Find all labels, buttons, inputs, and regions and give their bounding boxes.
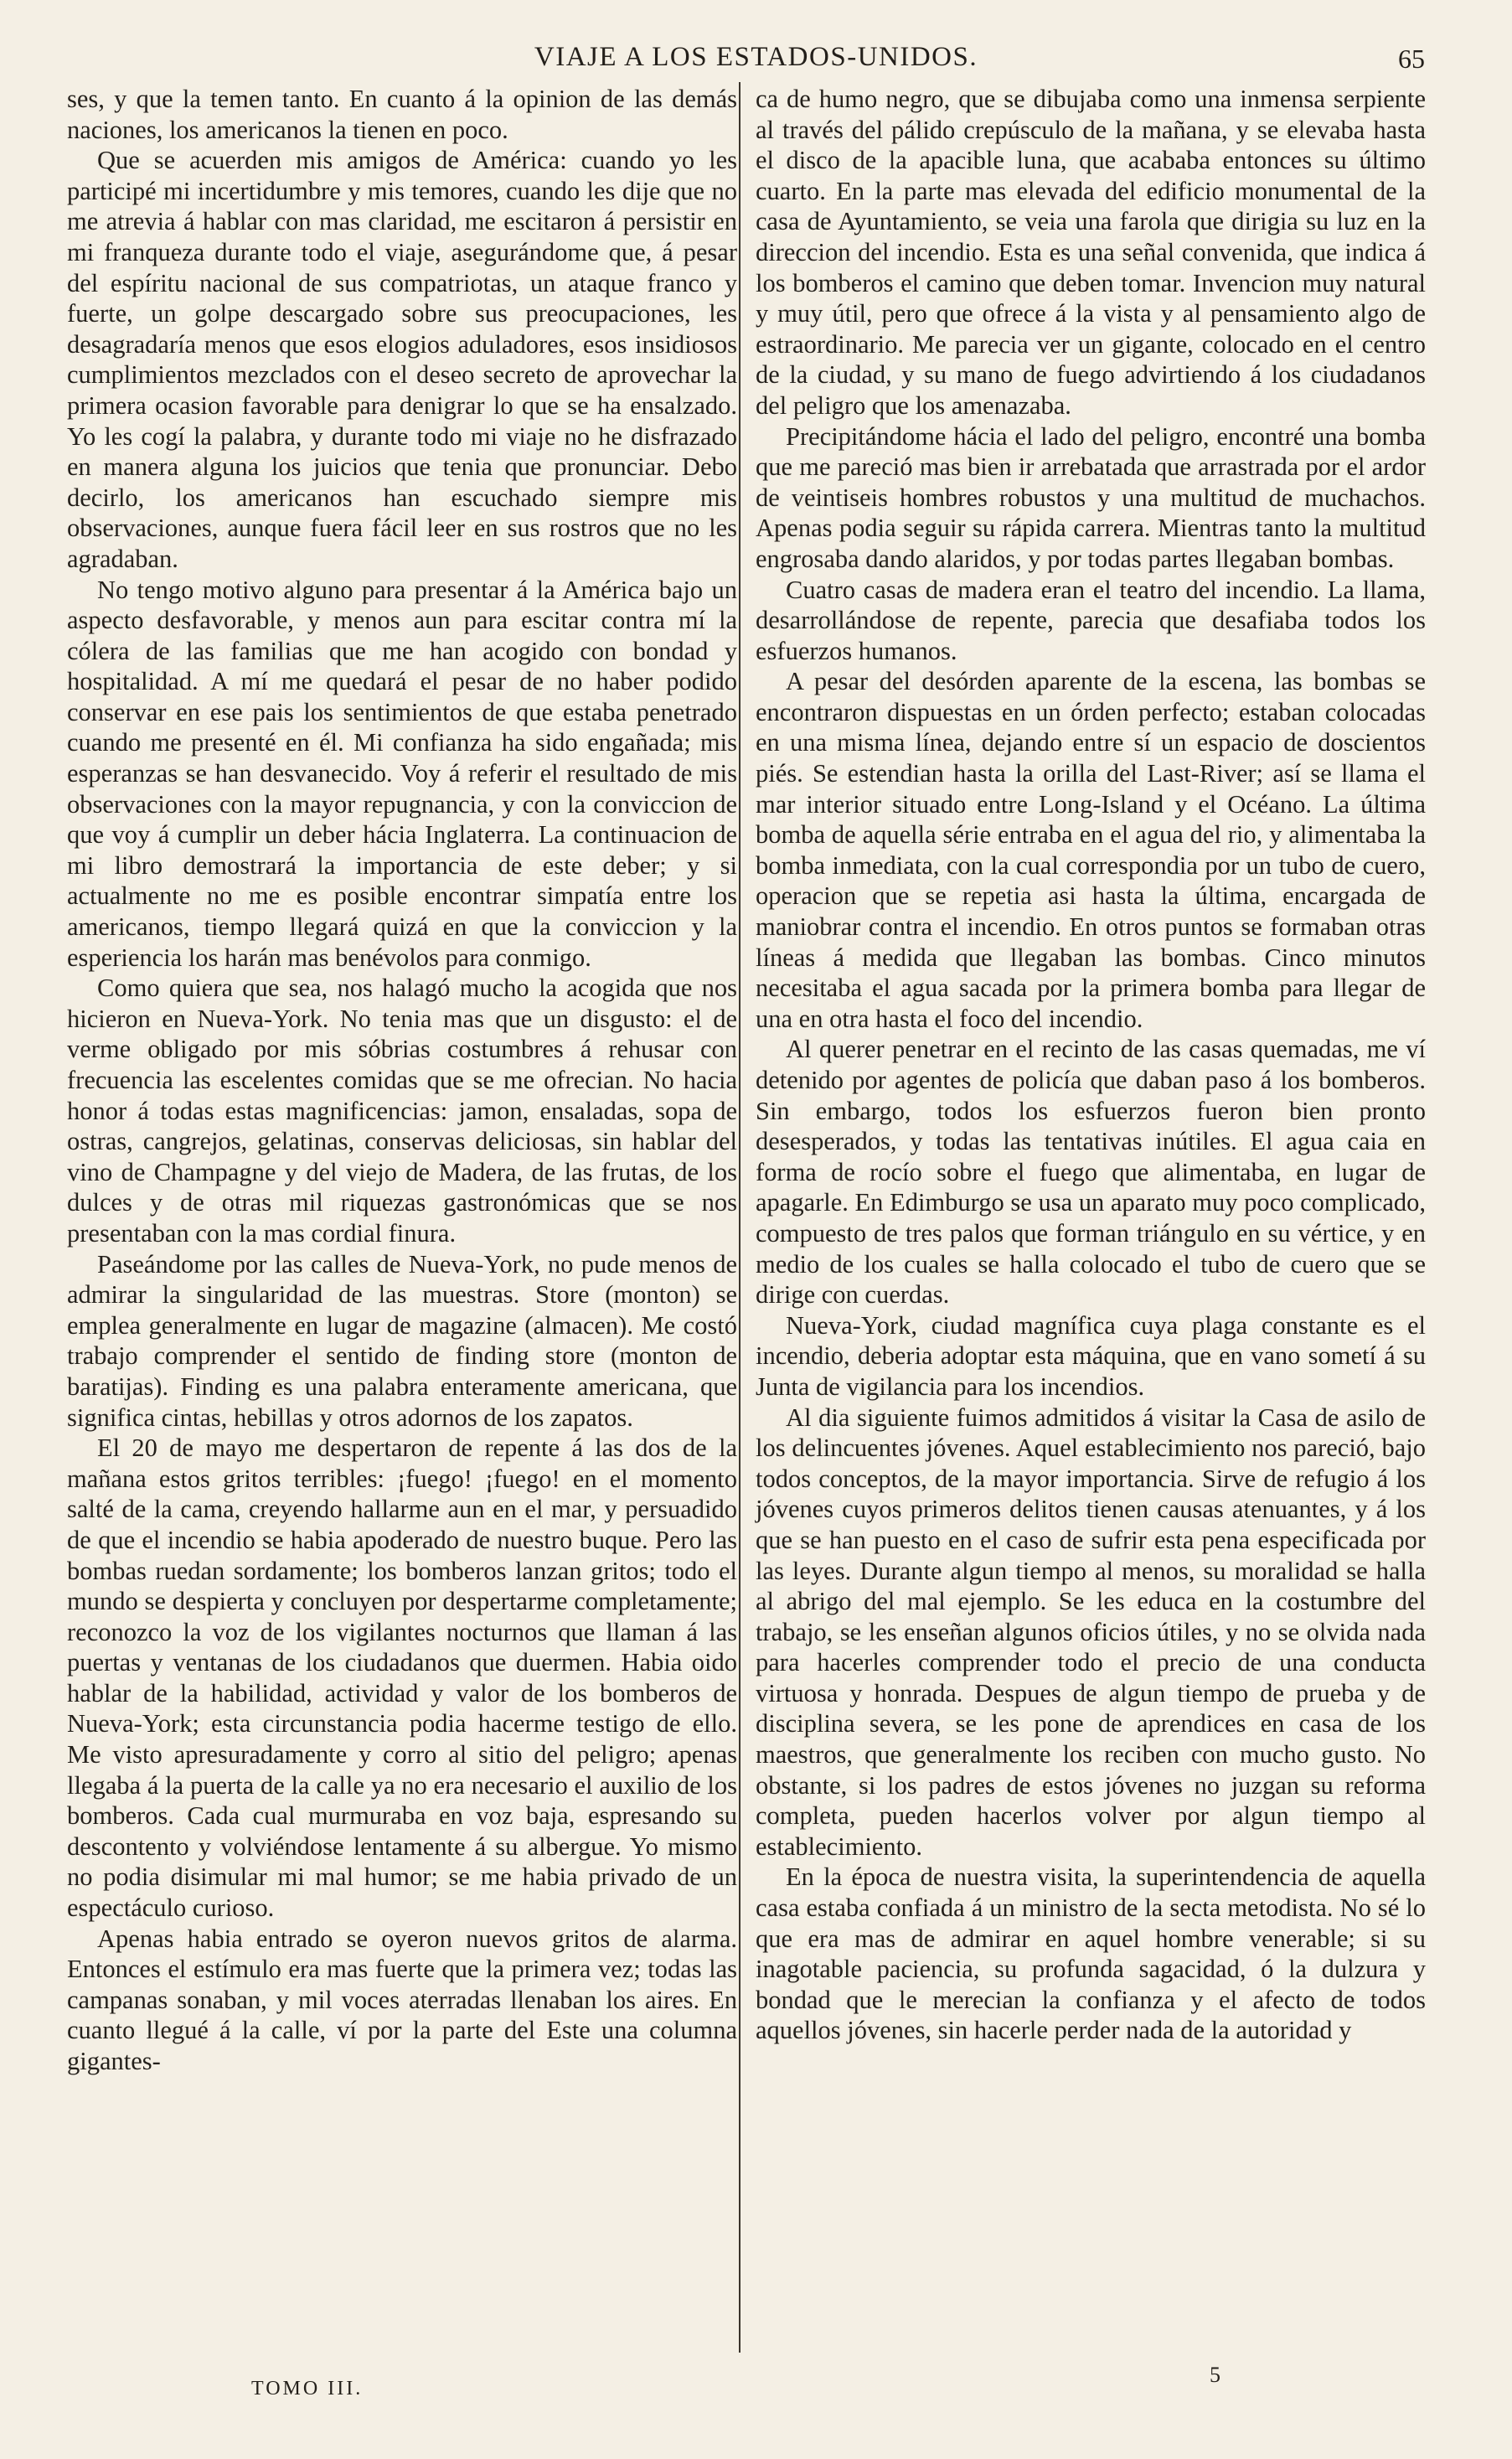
paragraph: ses, y que la temen tanto. En cuanto á la opinion de las demás naciones, los americanos la tienen en poco. — [67, 85, 737, 144]
paragraph: No tengo motivo alguno para presentar á la América bajo un aspecto desfavorable, y menos aun para escitar contra mí la cólera de las familias que me han acogido con bondad y hospitalidad. A mí me quedará el pesar de no haber podido conservar en ese pais los sentimientos de que estaba penetrado cuando me presenté en él. Mi confianza ha sido engañada; mis esperanzas se han desvanecido. Voy á referir el resultado de mis observaciones con la mayor repugnancia, y con la conviccion de que voy á cumplir un deber hácia Inglaterra. La continuacion de mi libro demostrará la importancia de este deber; y si actualmente no me es posible encontrar simpatía entre los americanos, tiempo llegará quizá en que la conviccion y la esperiencia los harán mas benévolos para conmigo. — [67, 575, 737, 972]
paragraph: Al dia siguiente fuimos admitidos á visitar la Casa de asilo de los delincuentes jóvenes. Aquel establecimiento nos pareció, bajo todos conceptos, de la mayor importancia. Sirve de refugio á los jóvenes cuyos primeros delitos tienen causas atenuantes, y á los que se han puesto en el caso de sufrir esta pena especificada por las leyes. Durante algun tiempo al menos, su moralidad se halla al abrigo del mal ejemplo. Se les educa en la costumbre del trabajo, se les enseñan algunos oficios útiles, y no se olvida nada para hacerles comprender todo el precio de una conducta virtuosa y honrada. Despues de algun tiempo de prueba y de disciplina severa, se les pone de aprendices en casa de los maestros, que generalmente los reciben con mucho gusto. No obstante, si los padres de estos jóvenes no juzgan su reforma completa, pueden hacerlos volver por algun tiempo al establecimiento. — [756, 1403, 1426, 1861]
paragraph: Precipitándome hácia el lado del peligro, encontré una bomba que me pareció mas bien ir arrebatada que arrastrada por el ardor de veintiseis hombres robustos y una multitud de muchachos. Apenas podia seguir su rápida carrera. Mientras tanto la multitud engrosaba dando alaridos, y por todas partes llegaban bombas. — [756, 421, 1426, 573]
page-number: 65 — [1398, 44, 1425, 74]
right-column — [756, 84, 1426, 2046]
paragraph: Paseándome por las calles de Nueva-York, no pude menos de admirar la singularidad de las muestras. Store (monton) se emplea generalmente en lugar de magazine (almacen). Me costó trabajo comprender el sentido de finding store (monton de baratijas). Finding es una palabra enteramente americana, que significa cintas, hebillas y otros adornos de los zapatos. — [67, 1249, 737, 1432]
column-rule — [739, 82, 741, 2353]
signature-number: 5 — [1210, 2363, 1220, 2387]
paragraph: El 20 de mayo me despertaron de repente á las dos de la mañana estos gritos terribles: ¡fuego! ¡fuego! en el momento salté de la cama, creyendo hallarme aun en el mar, y persuadido de que el incendio se habia apoderado de nuestro buque. Pero las bombas ruedan sordamente; los bomberos lanzan gritos; todo el mundo se despierta y concluyen por despertarme completamente; reconozco la voz de los vigilantes nocturnos que llaman á las puertas y ventanas de los ciudadanos que duermen. Habia oido hablar de la habilidad, actividad y valor de los bomberos de Nueva-York; esta circunstancia podia hacerme testigo de ello. Me visto apresuradamente y corro al sitio del peligro; apenas llegaba á la puerta de la calle ya no era necesario el auxilio de los bomberos. Cada cual murmuraba en voz baja, espresando su descontento y volviéndose lentamente á su albergue. Yo mismo no podia disimular mi mal humor; se me habia privado de un espectáculo curioso. — [67, 1434, 737, 1923]
paragraph: Al querer penetrar en el recinto de las casas quemadas, me ví detenido por agentes de policía que daban paso á los bomberos. Sin embargo, todos los esfuerzos fueron bien pronto desesperados, y todas las tentativas inútiles. El agua caia en forma de rocío sobre el fuego que alimentaba, en lugar de apagarle. En Edimburgo se usa un aparato muy poco complicado, compuesto de tres palos que forman triángulo en su vértice, y en medio de los cuales se halla colocado el tubo de cuero que se dirige con cuerdas. — [756, 1035, 1426, 1310]
paragraph: Que se acuerden mis amigos de América: cuando yo les participé mi incertidumbre y mis temores, cuando les dije que no me atrevia á hablar con mas claridad, me escitaron á persistir en mi franqueza durante todo el viaje, asegurándome que, á pesar del espíritu nacional de sus compatriotas, un ataque franco y fuerte, un golpe descargado sobre sus preocupaciones, les desagradaría menos que esos elogios aduladores, esos insidiosos cumplimientos mezclados con el deseo secreto de aprovechar la primera ocasion favorable para denigrar lo que se ha ensalzado. Yo les cogí la palabra, y durante todo mi viaje no he disfrazado en manera alguna los juicios que tenia que pronunciar. Debo decirlo, los americanos han escuchado siempre mis observaciones, aunque fuera fácil leer en sus rostros que no les agradaban. — [67, 146, 737, 573]
paragraph: ca de humo negro, que se dibujaba como una inmensa serpiente al través del pálido crepúsculo de la mañana, y se elevaba hasta el disco de la apacible luna, que acababa entonces su último cuarto. En la parte mas elevada del edificio monumental de la casa de Ayuntamiento, se veia una farola que dirigia su luz en la direccion del incendio. Esta es una señal convenida, que indica á los bomberos el camino que deben tomar. Invencion muy natural y muy útil, pero que ofrece á la vista y al pensamiento algo de estraordinario. Me parecia ver un gigante, colocado en el centro de la ciudad, y su mano de fuego advirtiendo á los ciudadanos del peligro que los amenazaba. — [756, 85, 1426, 420]
paragraph: En la época de nuestra visita, la superintendencia de aquella casa estaba confiada á un ministro de la secta metodista. No sé lo que era mas de admirar en aquel hombre venerable; si su inagotable paciencia, su profunda sagacidad, ó la dulzura y bondad que le merecian la confianza y el afecto de todos aquellos jóvenes, sin hacerle perder nada de la autoridad y — [756, 1862, 1426, 2045]
left-column — [67, 84, 737, 2077]
paragraph: Nueva-York, ciudad magnífica cuya plaga constante es el incendio, deberia adoptar esta máquina, que en vano sometí á su Junta de vigilancia para los incendios. — [756, 1310, 1426, 1401]
running-title: VIAJE A LOS ESTADOS-UNIDOS. — [534, 42, 978, 72]
paragraph: Cuatro casas de madera eran el teatro del incendio. La llama, desarrollándose de repente, parecia que desafiaba todos los esfuerzos humanos. — [756, 575, 1426, 665]
paragraph: Apenas habia entrado se oyeron nuevos gritos de alarma. Entonces el estímulo era mas fuerte que la primera vez; todas las campanas sonaban, y mil voces aterradas llenaban los aires. En cuanto llegué á la calle, ví por la parte del Este una columna gigantes- — [67, 1924, 737, 2075]
paragraph: Como quiera que sea, nos halagó mucho la acogida que nos hicieron en Nueva-York. No tenia mas que un disgusto: el de verme obligado por mis sóbrias costumbres á rehusar con frecuencia las escelentes comidas que se me ofrecian. No hacia honor á todas estas magnificencias: jamon, ensaladas, sopa de ostras, cangrejos, gelatinas, conservas deliciosas, sin hablar del vino de Champagne y del viejo de Madera, de las frutas, de los dulces y de otras mil riquezas gastronómicas que se nos presentaban con la mas cordial finura. — [67, 974, 737, 1248]
paragraph: A pesar del desórden aparente de la escena, las bombas se encontraron dispuestas en un órden perfecto; estaban colocadas en una misma línea, dejando entre sí un espacio de doscientos piés. Se estendian hasta la orilla del Last-River; así se llama el mar interior situado entre Long-Island y el Océano. La última bomba de aquella série entraba en el agua del rio, y alimentaba la bomba inmediata, con la cual correspondia por un tubo de cuero, operacion que se repetia asi hasta la última, encargada de maniobrar contra el incendio. En otros puntos se formaban otras líneas á medida que llegaban las bombas. Cinco minutos necesitaba el agua sacada por la primera bomba para llegar de una en otra hasta el foco del incendio. — [756, 667, 1426, 1033]
signature-mark: TOMO III. — [251, 2378, 364, 2400]
